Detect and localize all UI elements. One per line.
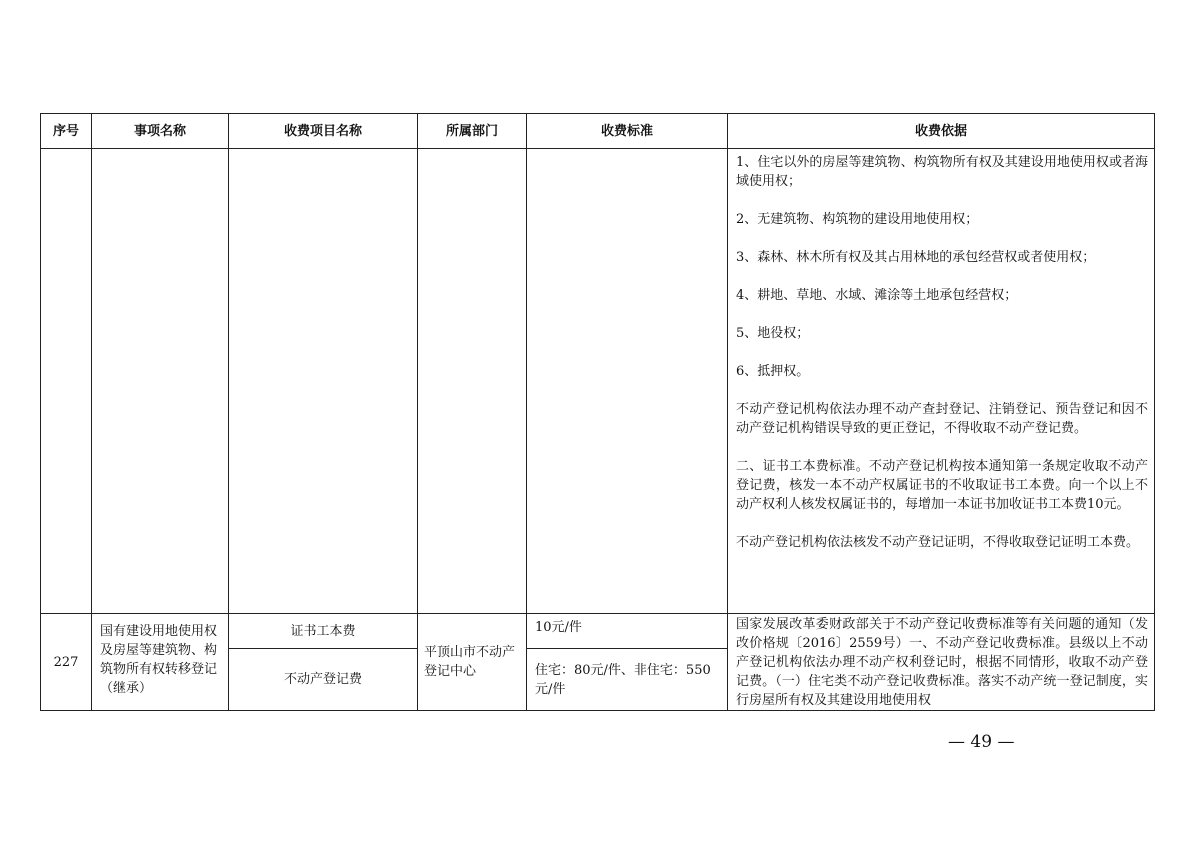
continued-item-cell — [92, 149, 229, 614]
row-fee-name-2: 不动产登记费 — [229, 649, 418, 711]
row-fee-name-1: 证书工本费 — [229, 614, 418, 649]
header-fee-standard: 收费标准 — [527, 114, 728, 149]
row-department: 平顶山市不动产登记中心 — [418, 614, 527, 711]
header-row — [41, 114, 1155, 149]
continued-seq-cell — [41, 149, 92, 614]
basis-paragraph: 二、证书工本费标准。不动产登记机构按本通知第一条规定收取不动产登记费，核发一本不动产权属证书的不收取证书工本费。向一个以上不动产权利人核发权属证书的，每增加一本证书加收证书工本费10元。 — [736, 459, 1148, 512]
basis-paragraph: 1、住宅以外的房屋等建筑物、构筑物所有权及其建设用地使用权或者海域使用权； — [736, 155, 1148, 189]
page-number: — 49 — — [948, 732, 1015, 752]
header-item-name: 事项名称 — [92, 114, 229, 149]
basis-paragraph: 4、耕地、草地、水域、滩涂等土地承包经营权； — [736, 288, 1018, 303]
continued-basis-cell — [728, 149, 1155, 614]
header-department: 所属部门 — [418, 114, 527, 149]
header-fee-item-name: 收费项目名称 — [229, 114, 418, 149]
continued-dept-cell — [418, 149, 527, 614]
continued-fee-name-cell — [229, 149, 418, 614]
row-item-name: 国有建设用地使用权及房屋等建筑物、构筑物所有权转移登记（继承） — [92, 614, 229, 711]
continued-standard-cell — [527, 149, 728, 614]
basis-paragraph: 3、森林、林木所有权及其占用林地的承包经营权或者使用权； — [736, 250, 1096, 265]
header-fee-basis: 收费依据 — [728, 114, 1155, 149]
header-seq: 序号 — [41, 114, 92, 149]
table-row — [41, 614, 1155, 649]
fee-table — [40, 113, 1155, 711]
basis-paragraph: 2、无建筑物、构筑物的建设用地使用权； — [736, 212, 979, 227]
basis-paragraph: 5、地役权； — [736, 326, 810, 341]
basis-paragraph: 6、抵押权。 — [736, 364, 810, 379]
basis-paragraph: 不动产登记机构依法办理不动产查封登记、注销登记、预告登记和因不动产登记机构错误导致的更正登记，不得收取不动产登记费。 — [736, 402, 1148, 436]
basis-paragraph: 不动产登记机构依法核发不动产登记证明，不得收取登记证明工本费。 — [736, 535, 1140, 550]
continued-row — [41, 149, 1155, 614]
row-fee-standard-1: 10元/件 — [527, 614, 728, 649]
row-fee-standard-2: 住宅：80元/件、非住宅：550元/件 — [527, 649, 728, 711]
row-fee-basis: 国家发展改革委财政部关于不动产登记收费标准等有关问题的通知（发改价格规〔2016〕2559号）一、不动产登记收费标准。县级以上不动产登记机构依法办理不动产权利登记时，根据不同情形，收取不动产登记费。（一）住宅类不动产登记收费标准。落实不动产统一登记制度，实行房屋所有权及其建设用地使用权 — [728, 614, 1155, 711]
row-seq: 227 — [41, 614, 92, 711]
